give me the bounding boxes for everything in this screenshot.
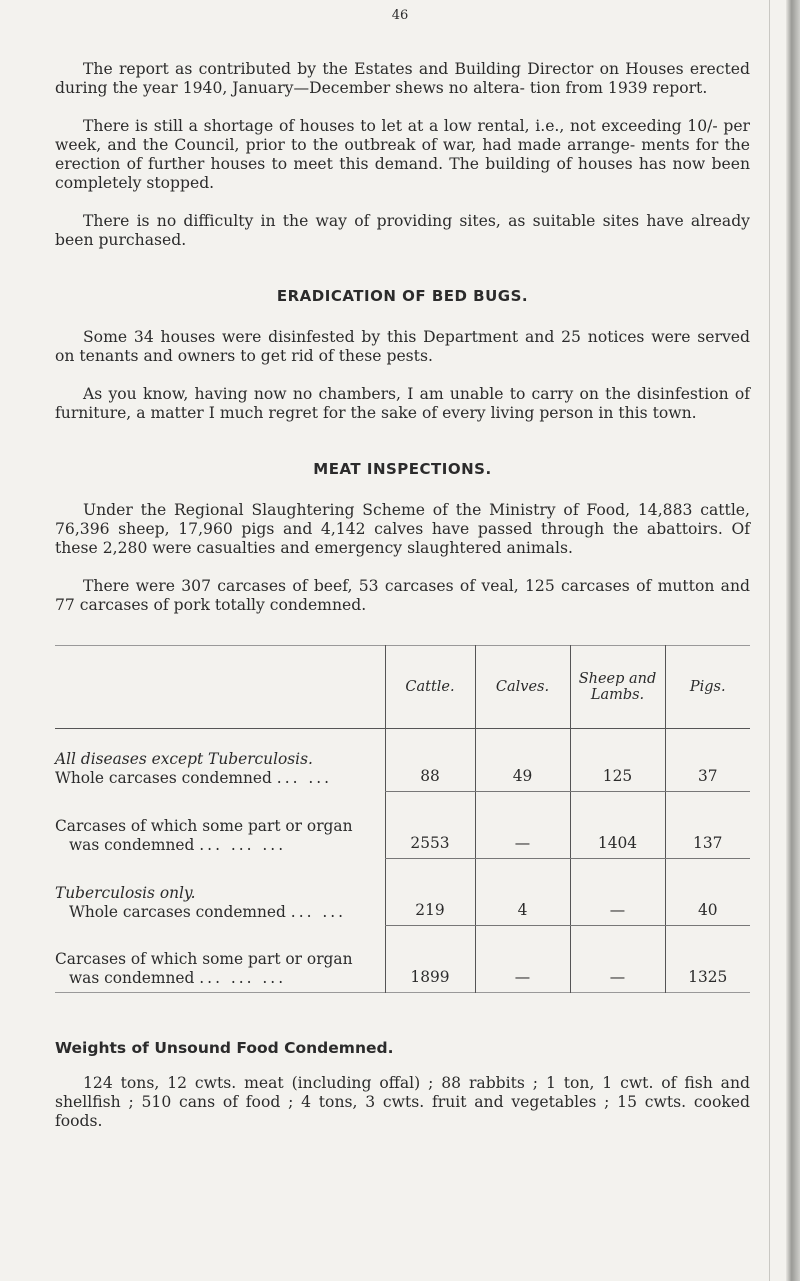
cell-calves: 49 <box>475 729 570 792</box>
condemned-carcases-table <box>55 645 750 993</box>
cell-cattle: 2553 <box>385 792 475 859</box>
row-description: Whole carcases condemned ... ... <box>55 768 333 787</box>
weights-heading: Weights of Unsound Food Condemned. <box>55 1039 394 1057</box>
table-row <box>55 926 750 993</box>
table-header-row <box>55 646 750 729</box>
row-label <box>55 792 385 859</box>
cell-calves: — <box>475 792 570 859</box>
cell-sheep: 125 <box>570 729 665 792</box>
table-header-blank <box>55 646 385 729</box>
row-description: was condemned ... ... ... <box>69 969 287 987</box>
intro-paragraph-3: There is no difficulty in the way of providing sites, as suitable sites have already been purchased. <box>55 212 750 249</box>
header-pigs: Pigs. <box>665 646 750 729</box>
intro-paragraph-2: There is still a shortage of houses to let at a low rental, i.e., not exceeding 10/- per week, and the Council, prior to the outbreak of war, had made arrange- ments for the erection of further houses to meet this demand. The building of houses has now been completely stopped. <box>55 117 750 192</box>
cell-pigs: 1325 <box>665 926 750 993</box>
cell-calves: — <box>475 926 570 993</box>
cell-cattle: 88 <box>385 729 475 792</box>
row-label <box>55 859 385 926</box>
cell-calves: 4 <box>475 859 570 926</box>
page-edge <box>786 0 800 1281</box>
page-number: 46 <box>391 8 409 23</box>
cell-cattle: 1899 <box>385 926 475 993</box>
row-description: Whole carcases condemned ... ... <box>69 902 347 921</box>
row-label <box>55 729 385 792</box>
row-description-line1: Carcases of which some part or organ <box>55 950 353 968</box>
row-description: was condemned ... ... ... <box>69 835 287 854</box>
cell-pigs: 40 <box>665 859 750 926</box>
meat-paragraph-1: Under the Regional Slaughtering Scheme of the Ministry of Food, 14,883 cattle, 76,396 sheep, 17,960 pigs and 4,142 calves have passed through the abattoirs. Of these 2,280 were casualties and emergency slaughtered animals. <box>55 501 750 557</box>
header-calves: Calves. <box>475 646 570 729</box>
weights-paragraph: 124 tons, 12 cwts. meat (including offal) ; 88 rabbits ; 1 ton, 1 cwt. of fish and shellfish ; 510 cans of food ; 4 tons, 3 cwts. fruit and vegetables ; 15 cwts. cooked foods. <box>55 1074 750 1130</box>
row-description-line1: Carcases of which some part or organ <box>55 816 353 835</box>
cell-sheep: — <box>570 859 665 926</box>
cell-cattle: 219 <box>385 859 475 926</box>
header-sheep-and-lambs: Sheep and Lambs. <box>570 646 665 729</box>
cell-pigs: 137 <box>665 792 750 859</box>
cell-pigs: 37 <box>665 729 750 792</box>
row-label <box>55 926 385 993</box>
row-group-label: All diseases except Tuberculosis. <box>55 749 313 768</box>
page-content <box>55 60 750 1131</box>
cell-sheep: — <box>570 926 665 993</box>
bed-bugs-heading: ERADICATION OF BED BUGS. <box>276 287 529 305</box>
header-cattle: Cattle. <box>385 646 475 729</box>
bed-bugs-paragraph-1: Some 34 houses were disinfested by this Department and 25 notices were served on tenants and owners to get rid of these pests. <box>55 328 750 365</box>
table-row <box>55 859 750 926</box>
meat-paragraph-2: There were 307 carcases of beef, 53 carcases of veal, 125 carcases of mutton and 77 carcases of pork totally condemned. <box>55 577 750 614</box>
table-row <box>55 729 750 792</box>
meat-inspections-heading: MEAT INSPECTIONS. <box>313 460 492 478</box>
cell-sheep: 1404 <box>570 792 665 859</box>
table-row <box>55 792 750 859</box>
intro-paragraph-1: The report as contributed by the Estates and Building Director on Houses erected during the year 1940, January—December shews no altera- tion from 1939 report. <box>55 60 750 97</box>
row-group-label: Tuberculosis only. <box>55 883 196 902</box>
bed-bugs-paragraph-2: As you know, having now no chambers, I am unable to carry on the disinfestion of furniture, a matter I much regret for the sake of every living person in this town. <box>55 385 750 422</box>
page-crease <box>769 0 770 1281</box>
